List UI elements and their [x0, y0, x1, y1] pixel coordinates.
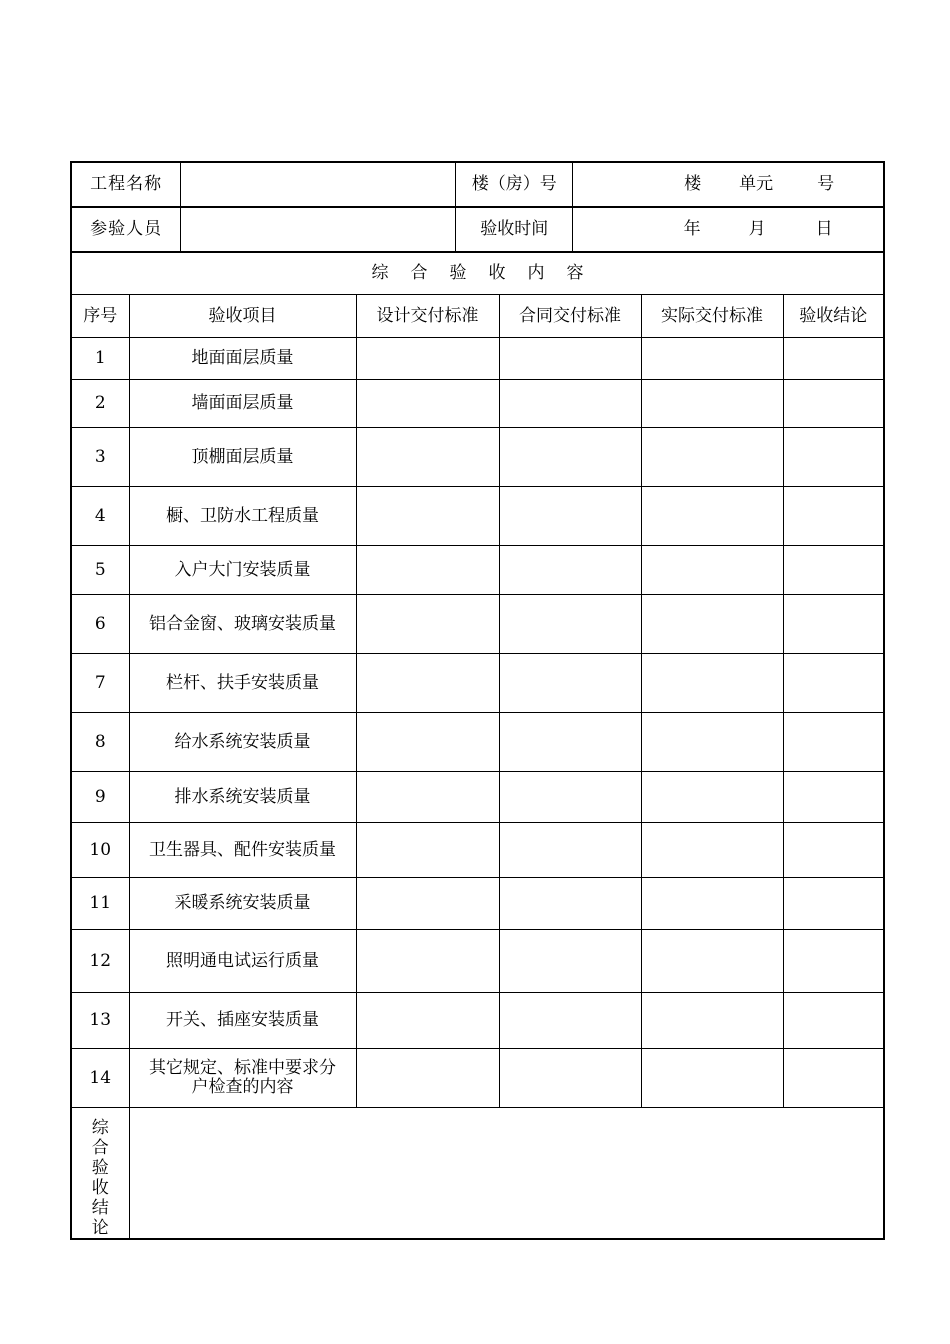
- table-row: [71, 380, 884, 428]
- contract-standard-cell[interactable]: [499, 428, 641, 487]
- design-standard-cell[interactable]: [356, 1049, 499, 1108]
- design-standard-cell[interactable]: [356, 993, 499, 1049]
- conclusion-cell[interactable]: [783, 1049, 884, 1108]
- col-header-no: 序号: [71, 295, 129, 338]
- building-field[interactable]: [573, 162, 884, 207]
- col-header-contract-standard: 合同交付标准: [499, 295, 641, 338]
- date-day-text: 日: [815, 219, 833, 239]
- conclusion-cell[interactable]: [783, 380, 884, 428]
- col-header-item: 验收项目: [129, 295, 356, 338]
- row-item: 铝合金窗、玻璃安装质量: [129, 595, 356, 654]
- contract-standard-cell[interactable]: [499, 546, 641, 595]
- actual-standard-cell[interactable]: [641, 654, 783, 713]
- actual-standard-cell[interactable]: [641, 487, 783, 546]
- inspectors-label: 参验人员: [71, 207, 181, 252]
- conclusion-cell[interactable]: [783, 930, 884, 993]
- actual-standard-cell[interactable]: [641, 1049, 783, 1108]
- row-no: 10: [71, 823, 129, 878]
- table-row: [71, 595, 884, 654]
- date-field[interactable]: [573, 207, 884, 252]
- contract-standard-cell[interactable]: [499, 380, 641, 428]
- row-item: 入户大门安装质量: [129, 546, 356, 595]
- table-row: [71, 713, 884, 772]
- section-title: 综合验收内容: [71, 252, 884, 295]
- col-header-design-standard: 设计交付标准: [356, 295, 499, 338]
- inspection-table: [70, 251, 885, 1240]
- overall-conclusion-field[interactable]: [129, 1108, 884, 1240]
- row-no: 8: [71, 713, 129, 772]
- building-hao-text: 号: [817, 174, 835, 194]
- actual-standard-cell[interactable]: [641, 993, 783, 1049]
- project-name-field[interactable]: [181, 162, 456, 207]
- row-item: 照明通电试运行质量: [129, 930, 356, 993]
- col-header-conclusion: 验收结论: [783, 295, 884, 338]
- date-label: 验收时间: [456, 207, 573, 252]
- date-year-text: 年: [683, 219, 701, 239]
- row-item: 栏杆、扶手安装质量: [129, 654, 356, 713]
- design-standard-cell[interactable]: [356, 930, 499, 993]
- conclusion-cell[interactable]: [783, 546, 884, 595]
- conclusion-cell[interactable]: [783, 428, 884, 487]
- conclusion-cell[interactable]: [783, 878, 884, 930]
- actual-standard-cell[interactable]: [641, 713, 783, 772]
- column-header-row: [71, 295, 884, 338]
- row-no: 7: [71, 654, 129, 713]
- actual-standard-cell[interactable]: [641, 338, 783, 380]
- row-item: 给水系统安装质量: [129, 713, 356, 772]
- conclusion-row: [71, 1108, 884, 1240]
- contract-standard-cell[interactable]: [499, 823, 641, 878]
- col-header-actual-standard: 实际交付标准: [641, 295, 783, 338]
- contract-standard-cell[interactable]: [499, 654, 641, 713]
- table-row: [71, 1049, 884, 1108]
- row-no: 14: [71, 1049, 129, 1108]
- contract-standard-cell[interactable]: [499, 713, 641, 772]
- info-row-project: [71, 162, 884, 207]
- actual-standard-cell[interactable]: [641, 380, 783, 428]
- info-table: [70, 161, 885, 253]
- conclusion-cell[interactable]: [783, 823, 884, 878]
- conclusion-cell[interactable]: [783, 713, 884, 772]
- table-row: [71, 772, 884, 823]
- contract-standard-cell[interactable]: [499, 930, 641, 993]
- conclusion-cell[interactable]: [783, 595, 884, 654]
- contract-standard-cell[interactable]: [499, 595, 641, 654]
- actual-standard-cell[interactable]: [641, 595, 783, 654]
- row-no: 2: [71, 380, 129, 428]
- design-standard-cell[interactable]: [356, 595, 499, 654]
- building-label: 楼（房）号: [456, 162, 573, 207]
- overall-conclusion-label: [71, 1108, 129, 1240]
- row-no: 11: [71, 878, 129, 930]
- actual-standard-cell[interactable]: [641, 930, 783, 993]
- row-no: 13: [71, 993, 129, 1049]
- conclusion-cell[interactable]: [783, 338, 884, 380]
- contract-standard-cell[interactable]: [499, 772, 641, 823]
- conclusion-cell[interactable]: [783, 772, 884, 823]
- date-month-text: 月: [748, 219, 766, 239]
- contract-standard-cell[interactable]: [499, 878, 641, 930]
- table-row: [71, 428, 884, 487]
- contract-standard-cell[interactable]: [499, 487, 641, 546]
- row-item: 顶棚面层质量: [129, 428, 356, 487]
- row-no: 4: [71, 487, 129, 546]
- actual-standard-cell[interactable]: [641, 772, 783, 823]
- table-row: [71, 878, 884, 930]
- contract-standard-cell[interactable]: [499, 338, 641, 380]
- design-standard-cell[interactable]: [356, 772, 499, 823]
- design-standard-cell[interactable]: [356, 654, 499, 713]
- row-item: 橱、卫防水工程质量: [129, 487, 356, 546]
- conclusion-cell[interactable]: [783, 654, 884, 713]
- design-standard-cell[interactable]: [356, 338, 499, 380]
- row-no: 6: [71, 595, 129, 654]
- building-lou-text: 楼: [684, 174, 702, 194]
- project-name-label: 工程名称: [71, 162, 181, 207]
- row-item: 开关、插座安装质量: [129, 993, 356, 1049]
- row-item: 采暖系统安装质量: [129, 878, 356, 930]
- table-row: [71, 654, 884, 713]
- actual-standard-cell[interactable]: [641, 878, 783, 930]
- table-row: [71, 993, 884, 1049]
- conclusion-cell[interactable]: [783, 487, 884, 546]
- row-item: 排水系统安装质量: [129, 772, 356, 823]
- row-item: 卫生器具、配件安装质量: [129, 823, 356, 878]
- conclusion-cell[interactable]: [783, 993, 884, 1049]
- row-no: 1: [71, 338, 129, 380]
- design-standard-cell[interactable]: [356, 713, 499, 772]
- design-standard-cell[interactable]: [356, 380, 499, 428]
- table-row: [71, 546, 884, 595]
- design-standard-cell[interactable]: [356, 428, 499, 487]
- table-row: [71, 487, 884, 546]
- overall-conclusion-label-text: 综合验收结论: [91, 1118, 109, 1238]
- design-standard-cell[interactable]: [356, 823, 499, 878]
- building-danyuan-text: 单元: [739, 174, 774, 194]
- row-item: 其它规定、标准中要求分户检查的内容: [129, 1049, 356, 1108]
- row-item: 地面面层质量: [129, 338, 356, 380]
- contract-standard-cell[interactable]: [499, 993, 641, 1049]
- table-row: [71, 930, 884, 993]
- design-standard-cell[interactable]: [356, 546, 499, 595]
- contract-standard-cell[interactable]: [499, 1049, 641, 1108]
- table-row: [71, 338, 884, 380]
- actual-standard-cell[interactable]: [641, 546, 783, 595]
- actual-standard-cell[interactable]: [641, 823, 783, 878]
- row-no: 5: [71, 546, 129, 595]
- section-title-row: [71, 252, 884, 295]
- design-standard-cell[interactable]: [356, 878, 499, 930]
- row-no: 9: [71, 772, 129, 823]
- row-no: 3: [71, 428, 129, 487]
- row-item: 墙面面层质量: [129, 380, 356, 428]
- row-no: 12: [71, 930, 129, 993]
- actual-standard-cell[interactable]: [641, 428, 783, 487]
- inspectors-field[interactable]: [181, 207, 456, 252]
- table-row: [71, 823, 884, 878]
- info-row-inspectors: [71, 207, 884, 252]
- design-standard-cell[interactable]: [356, 487, 499, 546]
